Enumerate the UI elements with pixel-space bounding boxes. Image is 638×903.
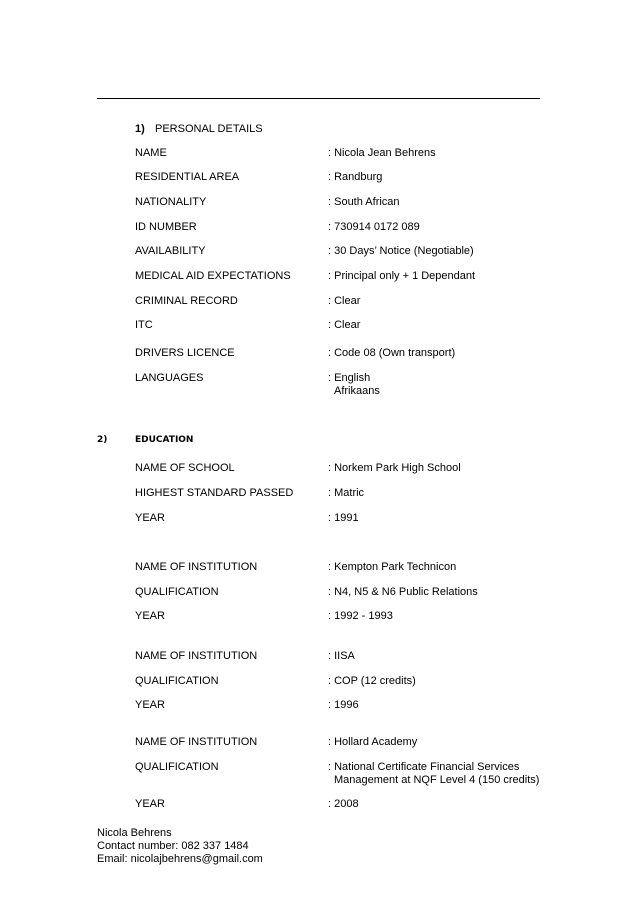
value-medical-aid: : Principal only + 1 Dependant [328,270,476,282]
value-criminal-record: : Clear [328,295,361,307]
footer-email: Email: nicolajbehrens@gmail.com [97,853,263,865]
qualification-3-line-2: Management at NQF Level 4 (150 credits) [334,774,540,786]
label-year-3: YEAR [135,798,165,810]
footer-name: Nicola Behrens [97,827,172,839]
value-qualification-3 [328,761,539,787]
label-itc: ITC [135,319,153,331]
label-availability: AVAILABILITY [135,245,206,257]
label-criminal-record: CRIMINAL RECORD [135,295,238,307]
value-school: : Norkem Park High School [328,462,461,474]
language-english: : English [328,372,371,384]
value-highest-standard: : Matric [328,487,365,499]
header-rule [97,98,540,99]
label-year-2: YEAR [135,699,165,711]
label-qualification-3: QUALIFICATION [135,761,219,773]
section-number-personal: 1) [135,123,145,135]
value-languages [328,372,380,398]
value-itc: : Clear [328,319,361,331]
label-medical-aid: MEDICAL AID EXPECTATIONS [135,270,291,282]
value-availability: : 30 Days’ Notice (Negotiable) [328,245,474,257]
label-qualification-2: QUALIFICATION [135,675,219,687]
label-highest-standard: HIGHEST STANDARD PASSED [135,487,294,499]
value-qualification-2: : COP (12 credits) [328,675,416,687]
value-year-school: : 1991 [328,512,359,524]
value-institution-1: : Kempton Park Technicon [328,561,457,573]
value-nationality: : South African [328,196,400,208]
label-drivers-licence: DRIVERS LICENCE [135,347,235,359]
section-number-education: 2) [97,435,108,445]
value-year-1: : 1992 - 1993 [328,610,393,622]
page-footer [97,827,263,866]
value-drivers-licence: : Code 08 (Own transport) [328,347,456,359]
footer-contact: Contact number: 082 337 1484 [97,840,249,852]
language-afrikaans: Afrikaans [334,385,380,397]
label-institution-2: NAME OF INSTITUTION [135,650,258,662]
value-id-number: : 730914 0172 089 [328,221,420,233]
label-institution-3: NAME OF INSTITUTION [135,736,258,748]
value-year-3: : 2008 [328,798,359,810]
label-languages: LANGUAGES [135,372,204,384]
value-name: : Nicola Jean Behrens [328,147,436,159]
label-name: NAME [135,147,167,159]
value-qualification-1: : N4, N5 & N6 Public Relations [328,586,478,598]
label-qualification-1: QUALIFICATION [135,586,219,598]
qualification-3-line-1: : National Certificate Financial Services [328,761,520,773]
label-nationality: NATIONALITY [135,196,207,208]
label-school: NAME OF SCHOOL [135,462,235,474]
section-title-education: EDUCATION [135,435,194,445]
value-year-2: : 1996 [328,699,359,711]
value-institution-3: : Hollard Academy [328,736,418,748]
label-id-number: ID NUMBER [135,221,197,233]
label-institution-1: NAME OF INSTITUTION [135,561,258,573]
label-year-1: YEAR [135,610,165,622]
label-residential-area: RESIDENTIAL AREA [135,171,240,183]
label-year-school: YEAR [135,512,165,524]
value-institution-2: : IISA [328,650,355,662]
value-residential-area: : Randburg [328,171,383,183]
section-title-personal: PERSONAL DETAILS [155,123,263,135]
